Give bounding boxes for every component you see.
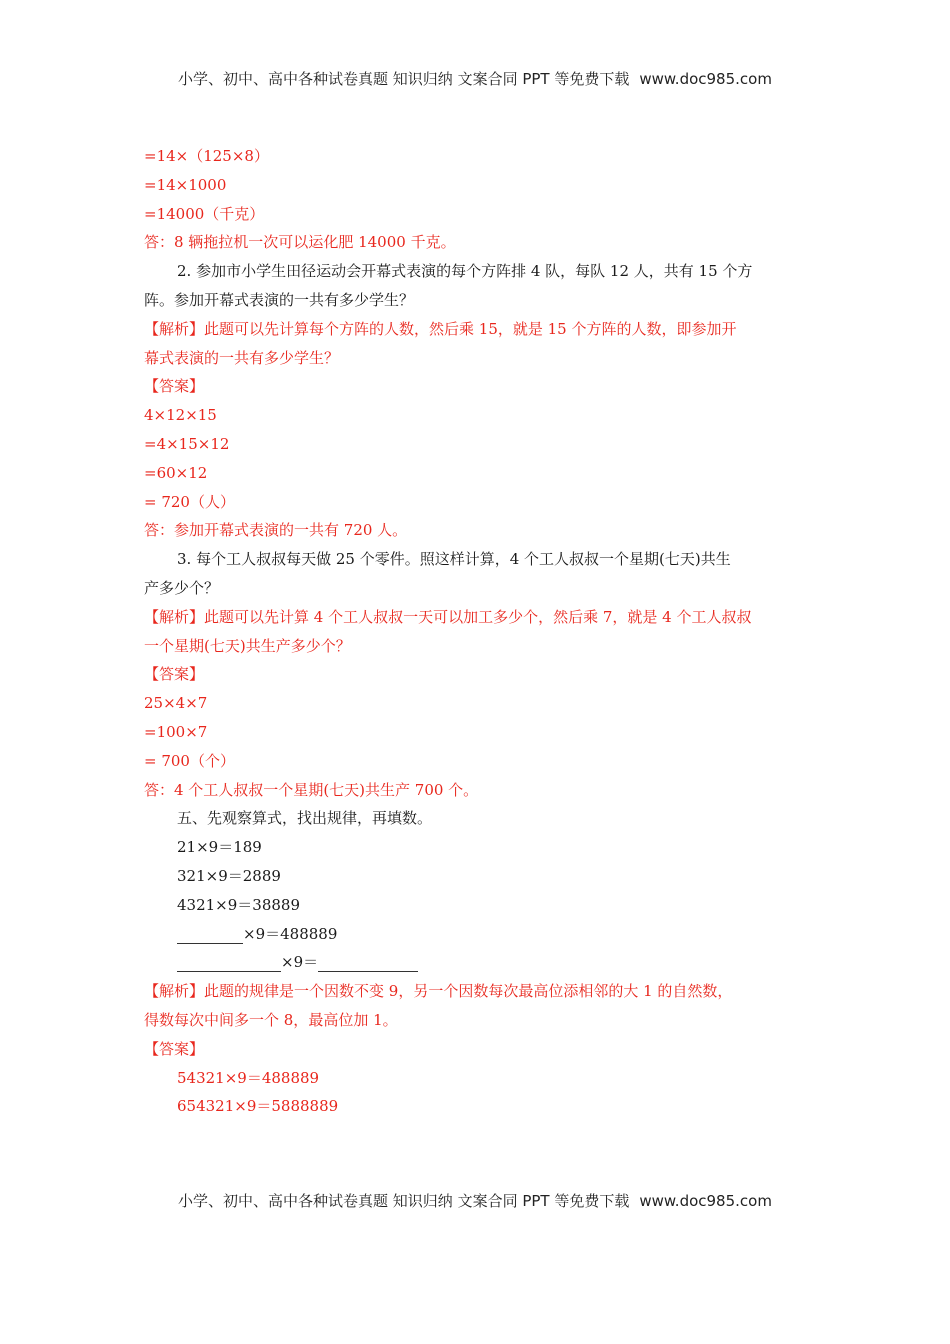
pattern-eq-4-text: ×9＝488889 [243, 924, 338, 943]
q3-step-2: =100×7 [144, 722, 208, 741]
header-url[interactable]: www.doc985.com [639, 70, 772, 88]
q3-analysis-line-1: 【解析】此题可以先计算 4 个工人叔叔一天可以加工多少个，然后乘 7，就是 4 个工人叔叔 [144, 607, 752, 626]
q2-step-1: 4×12×15 [144, 406, 217, 425]
pattern-eq-3: 4321×9＝38889 [177, 895, 301, 914]
q3-analysis-line-2: 一个星期(七天)共生产多少个？ [144, 636, 351, 655]
footer-text: 小学、初中、高中各种试卷真题 知识归纳 文案合同 PPT 等免费下载 [178, 1192, 630, 1210]
page-footer [0, 1190, 950, 1211]
q1-step-2: =14×1000 [144, 175, 227, 194]
q2-step-2: =4×15×12 [144, 434, 230, 453]
footer-url[interactable]: www.doc985.com [639, 1192, 772, 1210]
q3-answer-label: 【答案】 [144, 665, 205, 684]
q3-question-line-2: 产多少个？ [144, 578, 220, 597]
pattern-eq-4 [144, 920, 810, 949]
pattern-eq-2: 321×9＝2889 [177, 866, 281, 885]
section5-title: 五、先观察算式，找出规律，再填数。 [177, 809, 433, 828]
q2-analysis-line-1: 【解析】此题可以先计算每个方阵的人数，然后乘 15，就是 15 个方阵的人数，即参加开 [144, 319, 737, 338]
q2-question-line-1: 2. 参加市小学生田径运动会开幕式表演的每个方阵排 4 队，每队 12 人，共有 15 个方 [177, 262, 753, 281]
section5-analysis-line-1: 【解析】此题的规律是一个因数不变 9，另一个因数每次最高位添相邻的大 1 的自然数， [144, 982, 733, 1001]
q1-answer: 答：8 辆拖拉机一次可以运化肥 14000 千克。 [144, 233, 456, 252]
page-header [0, 68, 950, 89]
q3-step-3: = 700（个） [144, 751, 235, 770]
q2-question-line-2: 阵。参加开幕式表演的一共有多少学生？ [144, 290, 415, 309]
fill-blank-2[interactable] [177, 952, 281, 972]
section5-answer-label: 【答案】 [144, 1039, 205, 1058]
q1-step-1: =14×（125×8） [144, 147, 269, 165]
q2-step-4: = 720（人） [144, 492, 235, 511]
header-text: 小学、初中、高中各种试卷真题 知识归纳 文案合同 PPT 等免费下载 [178, 70, 630, 88]
q3-answer: 答：4 个工人叔叔一个星期(七天)共生产 700 个。 [144, 780, 479, 799]
q2-step-3: =60×12 [144, 463, 208, 482]
pattern-eq-1: 21×9＝189 [177, 838, 262, 857]
q1-step-3: =14000（千克） [144, 204, 265, 223]
section5-analysis-line-2: 得数每次中间多一个 8，最高位加 1。 [144, 1010, 398, 1029]
pattern-eq-5-text: ×9＝ [281, 953, 319, 972]
fill-blank-1[interactable] [177, 924, 243, 944]
section5-answer-1: 54321×9＝488889 [177, 1068, 320, 1087]
q2-answer: 答：参加开幕式表演的一共有 720 人。 [144, 521, 408, 540]
q2-answer-label: 【答案】 [144, 377, 205, 396]
section5-answer-2: 654321×9＝5888889 [177, 1097, 339, 1116]
page-content [144, 142, 810, 1121]
pattern-eq-5 [144, 948, 810, 977]
q2-analysis-line-2: 幕式表演的一共有多少学生？ [144, 348, 340, 367]
fill-blank-3[interactable] [318, 952, 418, 972]
q3-step-1: 25×4×7 [144, 694, 208, 713]
q3-question-line-1: 3. 每个工人叔叔每天做 25 个零件。照这样计算，4 个工人叔叔一个星期(七天)共生 [177, 550, 731, 569]
